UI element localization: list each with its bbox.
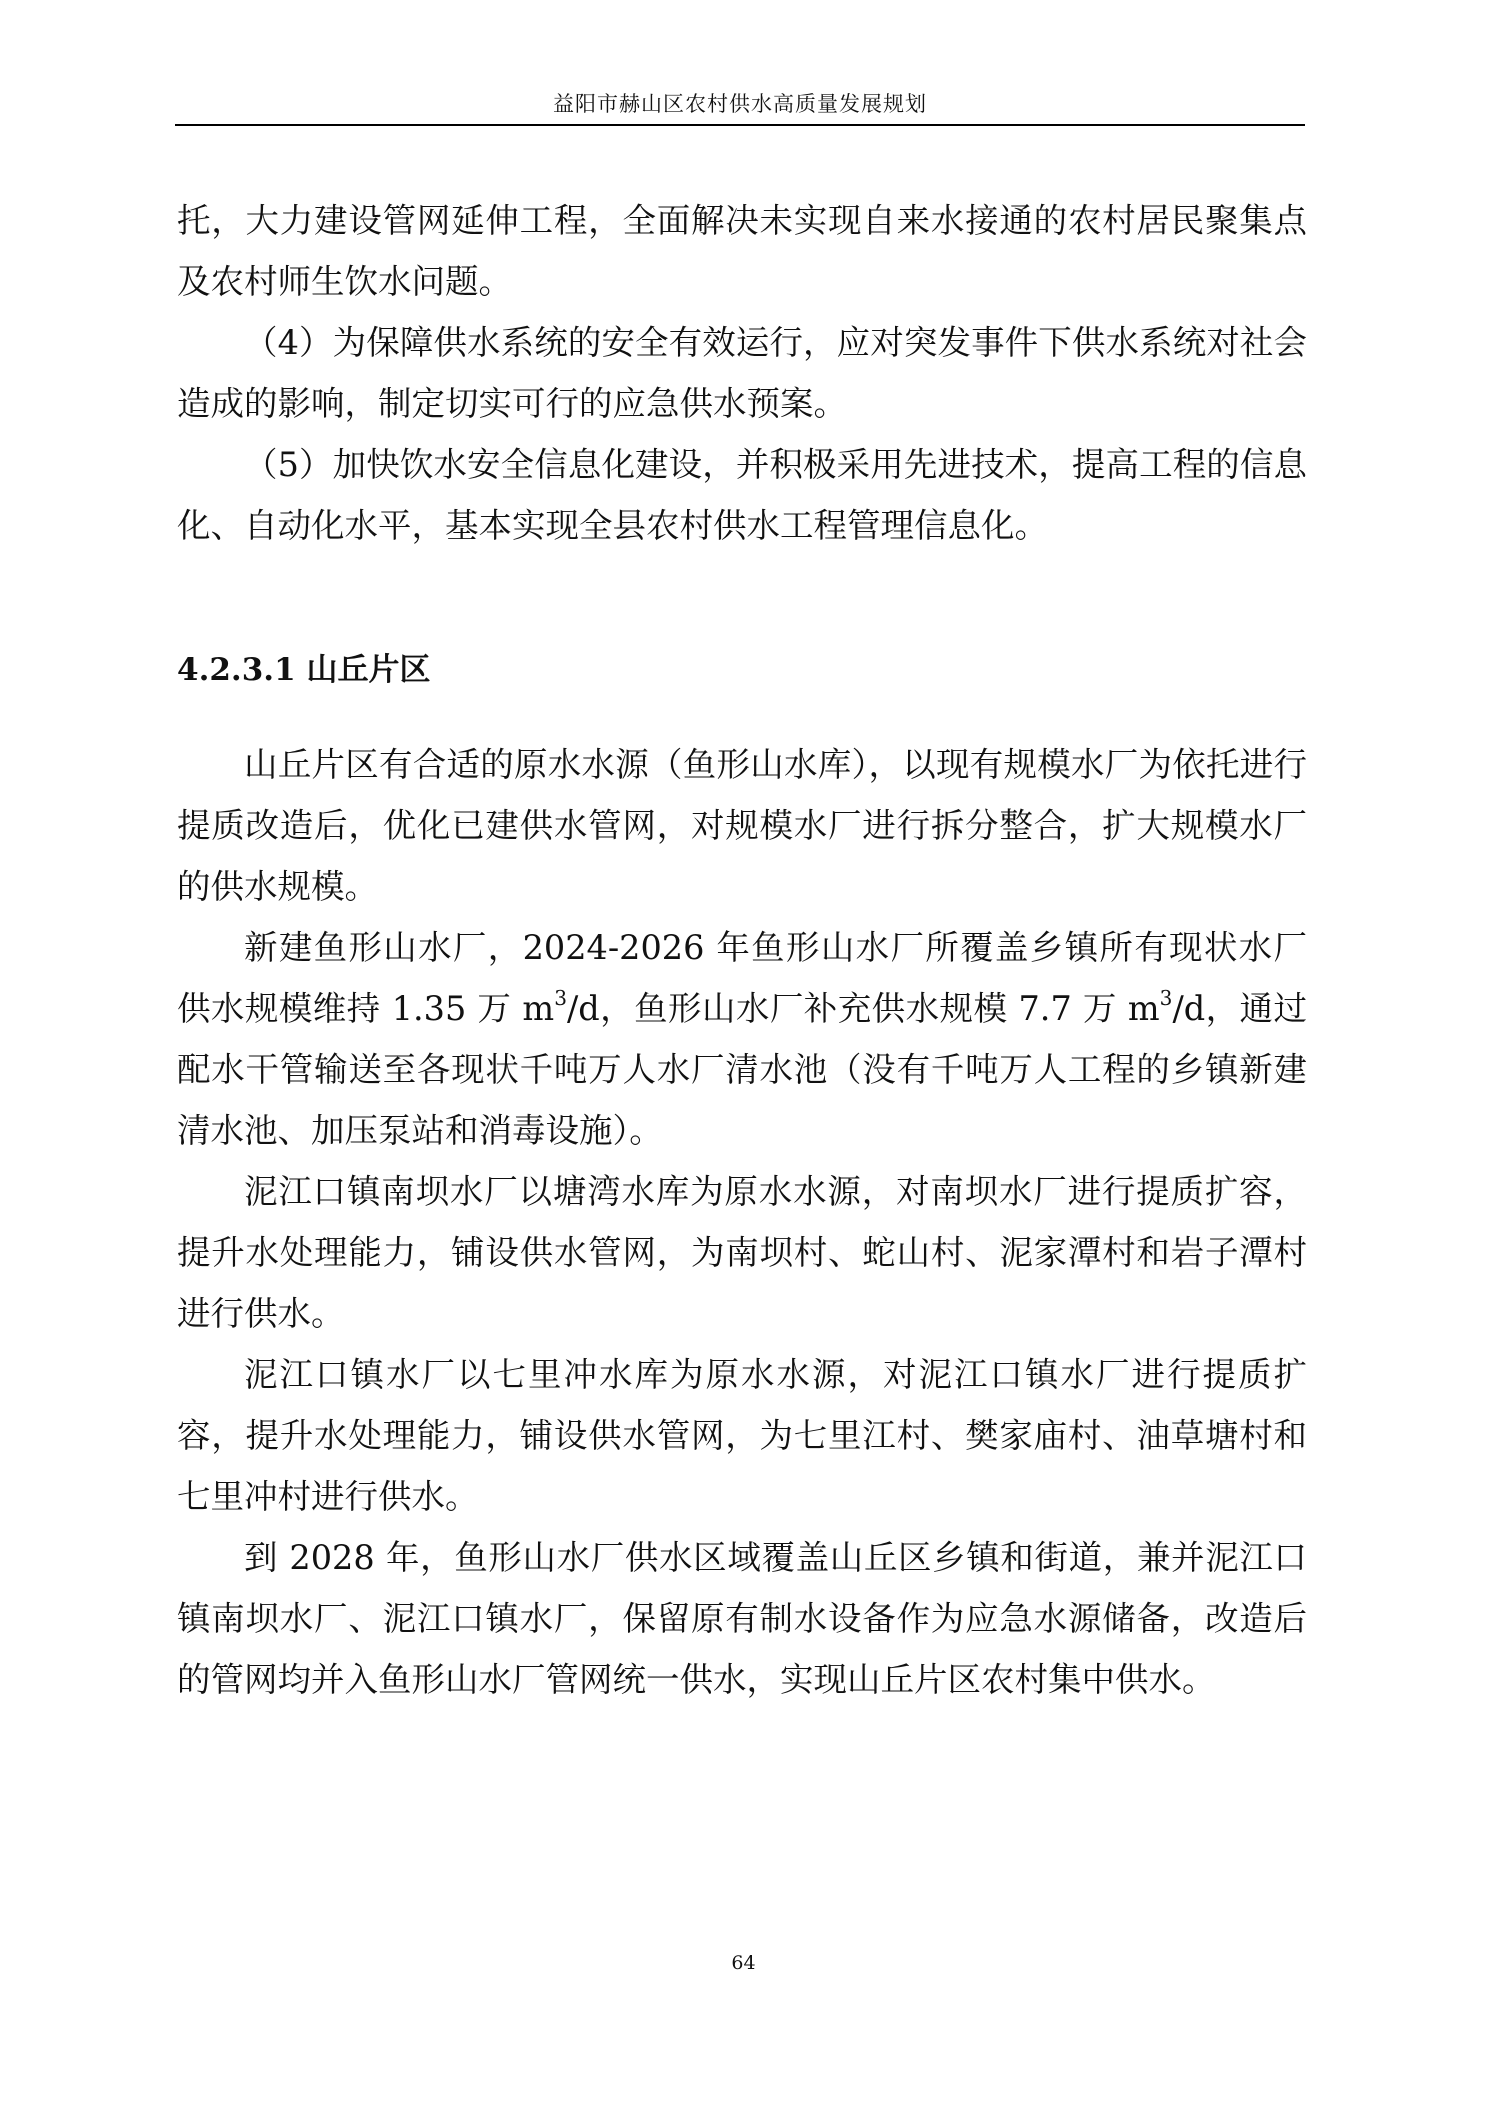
intro-paragraph-continuation: 托，大力建设管网延伸工程，全面解决未实现自来水接通的农村居民聚集点及农村师生饮水问题。 (177, 201, 1307, 301)
new-plant-text-2: /d，鱼形山水厂补充供水规模 7.7 万 m (566, 989, 1160, 1028)
page-number: 64 (731, 1952, 756, 1974)
intro-paragraph-item-5: （5）加快饮水安全信息化建设，并积极采用先进技术，提高工程的信息化、自动化水平，基本实现全县农村供水工程管理信息化。 (177, 445, 1307, 545)
section-paragraph-overview: 山丘片区有合适的原水水源（鱼形山水库），以现有规模水厂为依托进行提质改造后，优化已建供水管网，对规模水厂进行拆分整合，扩大规模水厂的供水规模。 (177, 745, 1307, 906)
section-paragraph-new-plant (177, 917, 1307, 1161)
section-heading: 4.2.3.1 山丘片区 (177, 652, 431, 688)
intro-block (177, 190, 1307, 556)
superscript-cubed-1: 3 (554, 985, 567, 1010)
new-plant-text-1: 新建鱼形山水厂，2024-2026 年鱼形山水厂所覆盖乡镇所有现状水厂供水规模维持 1.35 万 m (177, 928, 1307, 1028)
superscript-cubed-2: 3 (1159, 985, 1173, 1010)
running-header: 益阳市赫山区农村供水高质量发展规划 (553, 92, 927, 116)
section-paragraph-nijiangkou-plant: 泥江口镇水厂以七里冲水库为原水水源，对泥江口镇水厂进行提质扩容，提升水处理能力，铺设供水管网，为七里江村、樊家庙村、油草塘村和七里冲村进行供水。 (177, 1355, 1307, 1516)
header-rule (175, 124, 1305, 126)
section-paragraph-2028-plan: 到 2028 年，鱼形山水厂供水区域覆盖山丘区乡镇和街道，兼并泥江口镇南坝水厂、泥江口镇水厂，保留原有制水设备作为应急水源储备，改造后的管网均并入鱼形山水厂管网统一供水，实现山丘片区农村集中供水。 (177, 1538, 1307, 1699)
section-paragraph-nanba-plant: 泥江口镇南坝水厂以塘湾水库为原水水源，对南坝水厂进行提质扩容，提升水处理能力，铺设供水管网，为南坝村、蛇山村、泥家潭村和岩子潭村进行供水。 (177, 1172, 1307, 1333)
intro-paragraph-item-4: （4）为保障供水系统的安全有效运行，应对突发事件下供水系统对社会造成的影响，制定切实可行的应急供水预案。 (177, 323, 1307, 423)
new-plant-text-3: /d，通过配水干管输送至各现状千吨万人水厂清水池（没有千吨万人工程的乡镇新建清水池、加压泵站和消毒设施）。 (177, 989, 1307, 1150)
section-body (177, 734, 1307, 1710)
